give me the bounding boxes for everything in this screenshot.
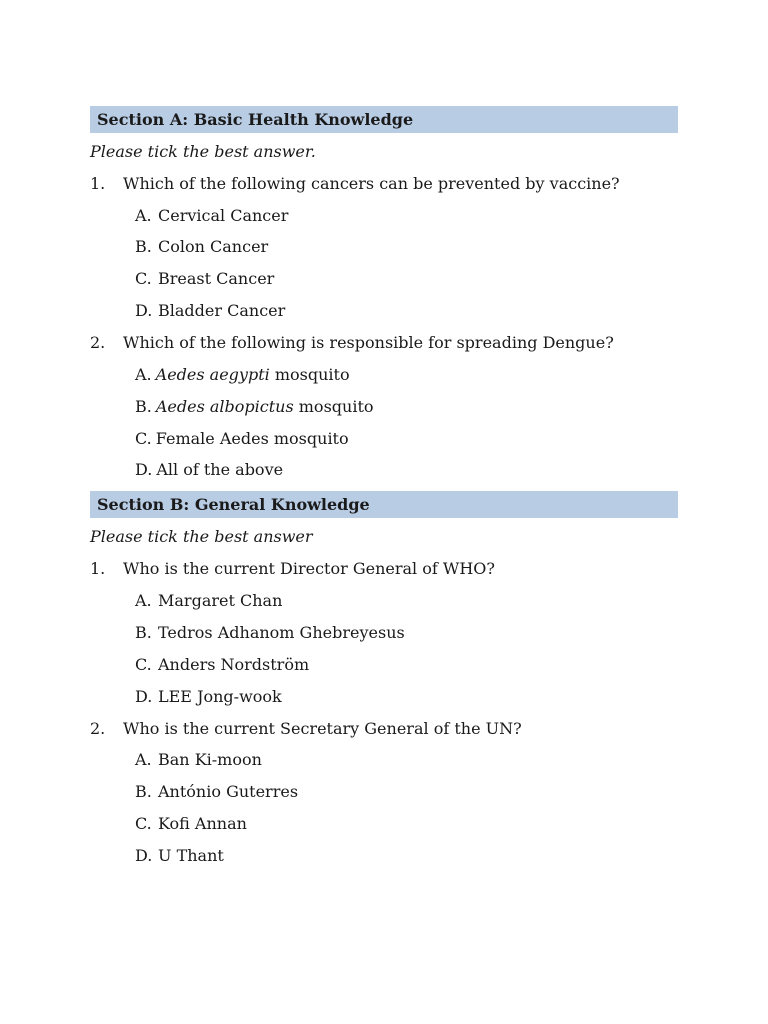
- option-letter: C.: [135, 655, 152, 674]
- option-species-name: Aedes albopictus: [155, 397, 294, 416]
- option-text: Colon Cancer: [158, 237, 269, 256]
- option-letter: D.: [135, 687, 153, 706]
- section-a-header: [90, 106, 678, 133]
- option-a2-d[interactable]: [135, 459, 283, 481]
- question-text: Which of the following cancers can be prevented by vaccine?: [123, 174, 620, 193]
- option-a2-c[interactable]: [135, 428, 349, 450]
- question-a1: [90, 173, 620, 195]
- option-letter: B.: [135, 397, 152, 416]
- option-text: Tedros Adhanom Ghebreyesus: [158, 623, 405, 642]
- option-a2-b[interactable]: [135, 396, 374, 418]
- option-text: António Guterres: [158, 782, 299, 801]
- option-a1-d[interactable]: [135, 300, 285, 322]
- option-letter: A.: [135, 206, 152, 225]
- option-letter: D.: [135, 301, 153, 320]
- question-number: 2.: [90, 333, 106, 352]
- option-text: mosquito: [269, 365, 350, 384]
- option-text: Anders Nordström: [158, 655, 310, 674]
- option-b2-d[interactable]: [135, 845, 224, 867]
- option-text: All of the above: [156, 460, 284, 479]
- option-letter: B.: [135, 782, 152, 801]
- option-text: Ban Ki-moon: [158, 750, 262, 769]
- question-text: Who is the current Secretary General of the UN?: [123, 719, 522, 738]
- option-b2-c[interactable]: [135, 813, 247, 835]
- option-b2-a[interactable]: [135, 749, 262, 771]
- option-text: U Thant: [158, 846, 224, 865]
- option-text: LEE Jong-wook: [158, 687, 282, 706]
- section-a-instruction: Please tick the best answer.: [90, 142, 316, 161]
- question-b1: [90, 558, 495, 580]
- question-a2: [90, 332, 614, 354]
- question-number: 1.: [90, 559, 106, 578]
- option-letter: D.: [135, 846, 153, 865]
- option-text: Kofi Annan: [158, 814, 247, 833]
- option-letter: C.: [135, 814, 152, 833]
- option-text: Cervical Cancer: [158, 206, 289, 225]
- option-letter: C.: [135, 269, 152, 288]
- option-species-name: Aedes aegypti: [155, 365, 270, 384]
- option-text: mosquito: [293, 397, 374, 416]
- option-letter: B.: [135, 237, 152, 256]
- question-text: Which of the following is responsible for spreading Dengue?: [123, 333, 614, 352]
- option-b1-d[interactable]: [135, 686, 282, 708]
- option-letter: A.: [135, 365, 152, 384]
- option-text: Bladder Cancer: [158, 301, 286, 320]
- question-b2: [90, 718, 522, 740]
- option-a2-a[interactable]: [135, 364, 350, 386]
- section-b-instruction: Please tick the best answer: [90, 527, 313, 546]
- option-b1-b[interactable]: [135, 622, 405, 644]
- option-b1-a[interactable]: [135, 590, 282, 612]
- option-letter: B.: [135, 623, 152, 642]
- question-number: 2.: [90, 719, 106, 738]
- question-number: 1.: [90, 174, 106, 193]
- option-a1-a[interactable]: [135, 205, 288, 227]
- option-b2-b[interactable]: [135, 781, 298, 803]
- option-text: Breast Cancer: [158, 269, 275, 288]
- option-a1-c[interactable]: [135, 268, 274, 290]
- option-text: Margaret Chan: [158, 591, 283, 610]
- option-letter: A.: [135, 591, 152, 610]
- question-text: Who is the current Director General of WHO?: [123, 559, 495, 578]
- section-b-header: [90, 491, 678, 518]
- option-text: Female Aedes mosquito: [155, 429, 349, 448]
- option-a1-b[interactable]: [135, 236, 268, 258]
- option-b1-c[interactable]: [135, 654, 309, 676]
- option-letter: C.: [135, 429, 152, 448]
- section-b-title: Section B: General Knowledge: [97, 495, 370, 514]
- option-letter: A.: [135, 750, 152, 769]
- section-a-title: Section A: Basic Health Knowledge: [97, 110, 414, 129]
- option-letter: D.: [135, 460, 153, 479]
